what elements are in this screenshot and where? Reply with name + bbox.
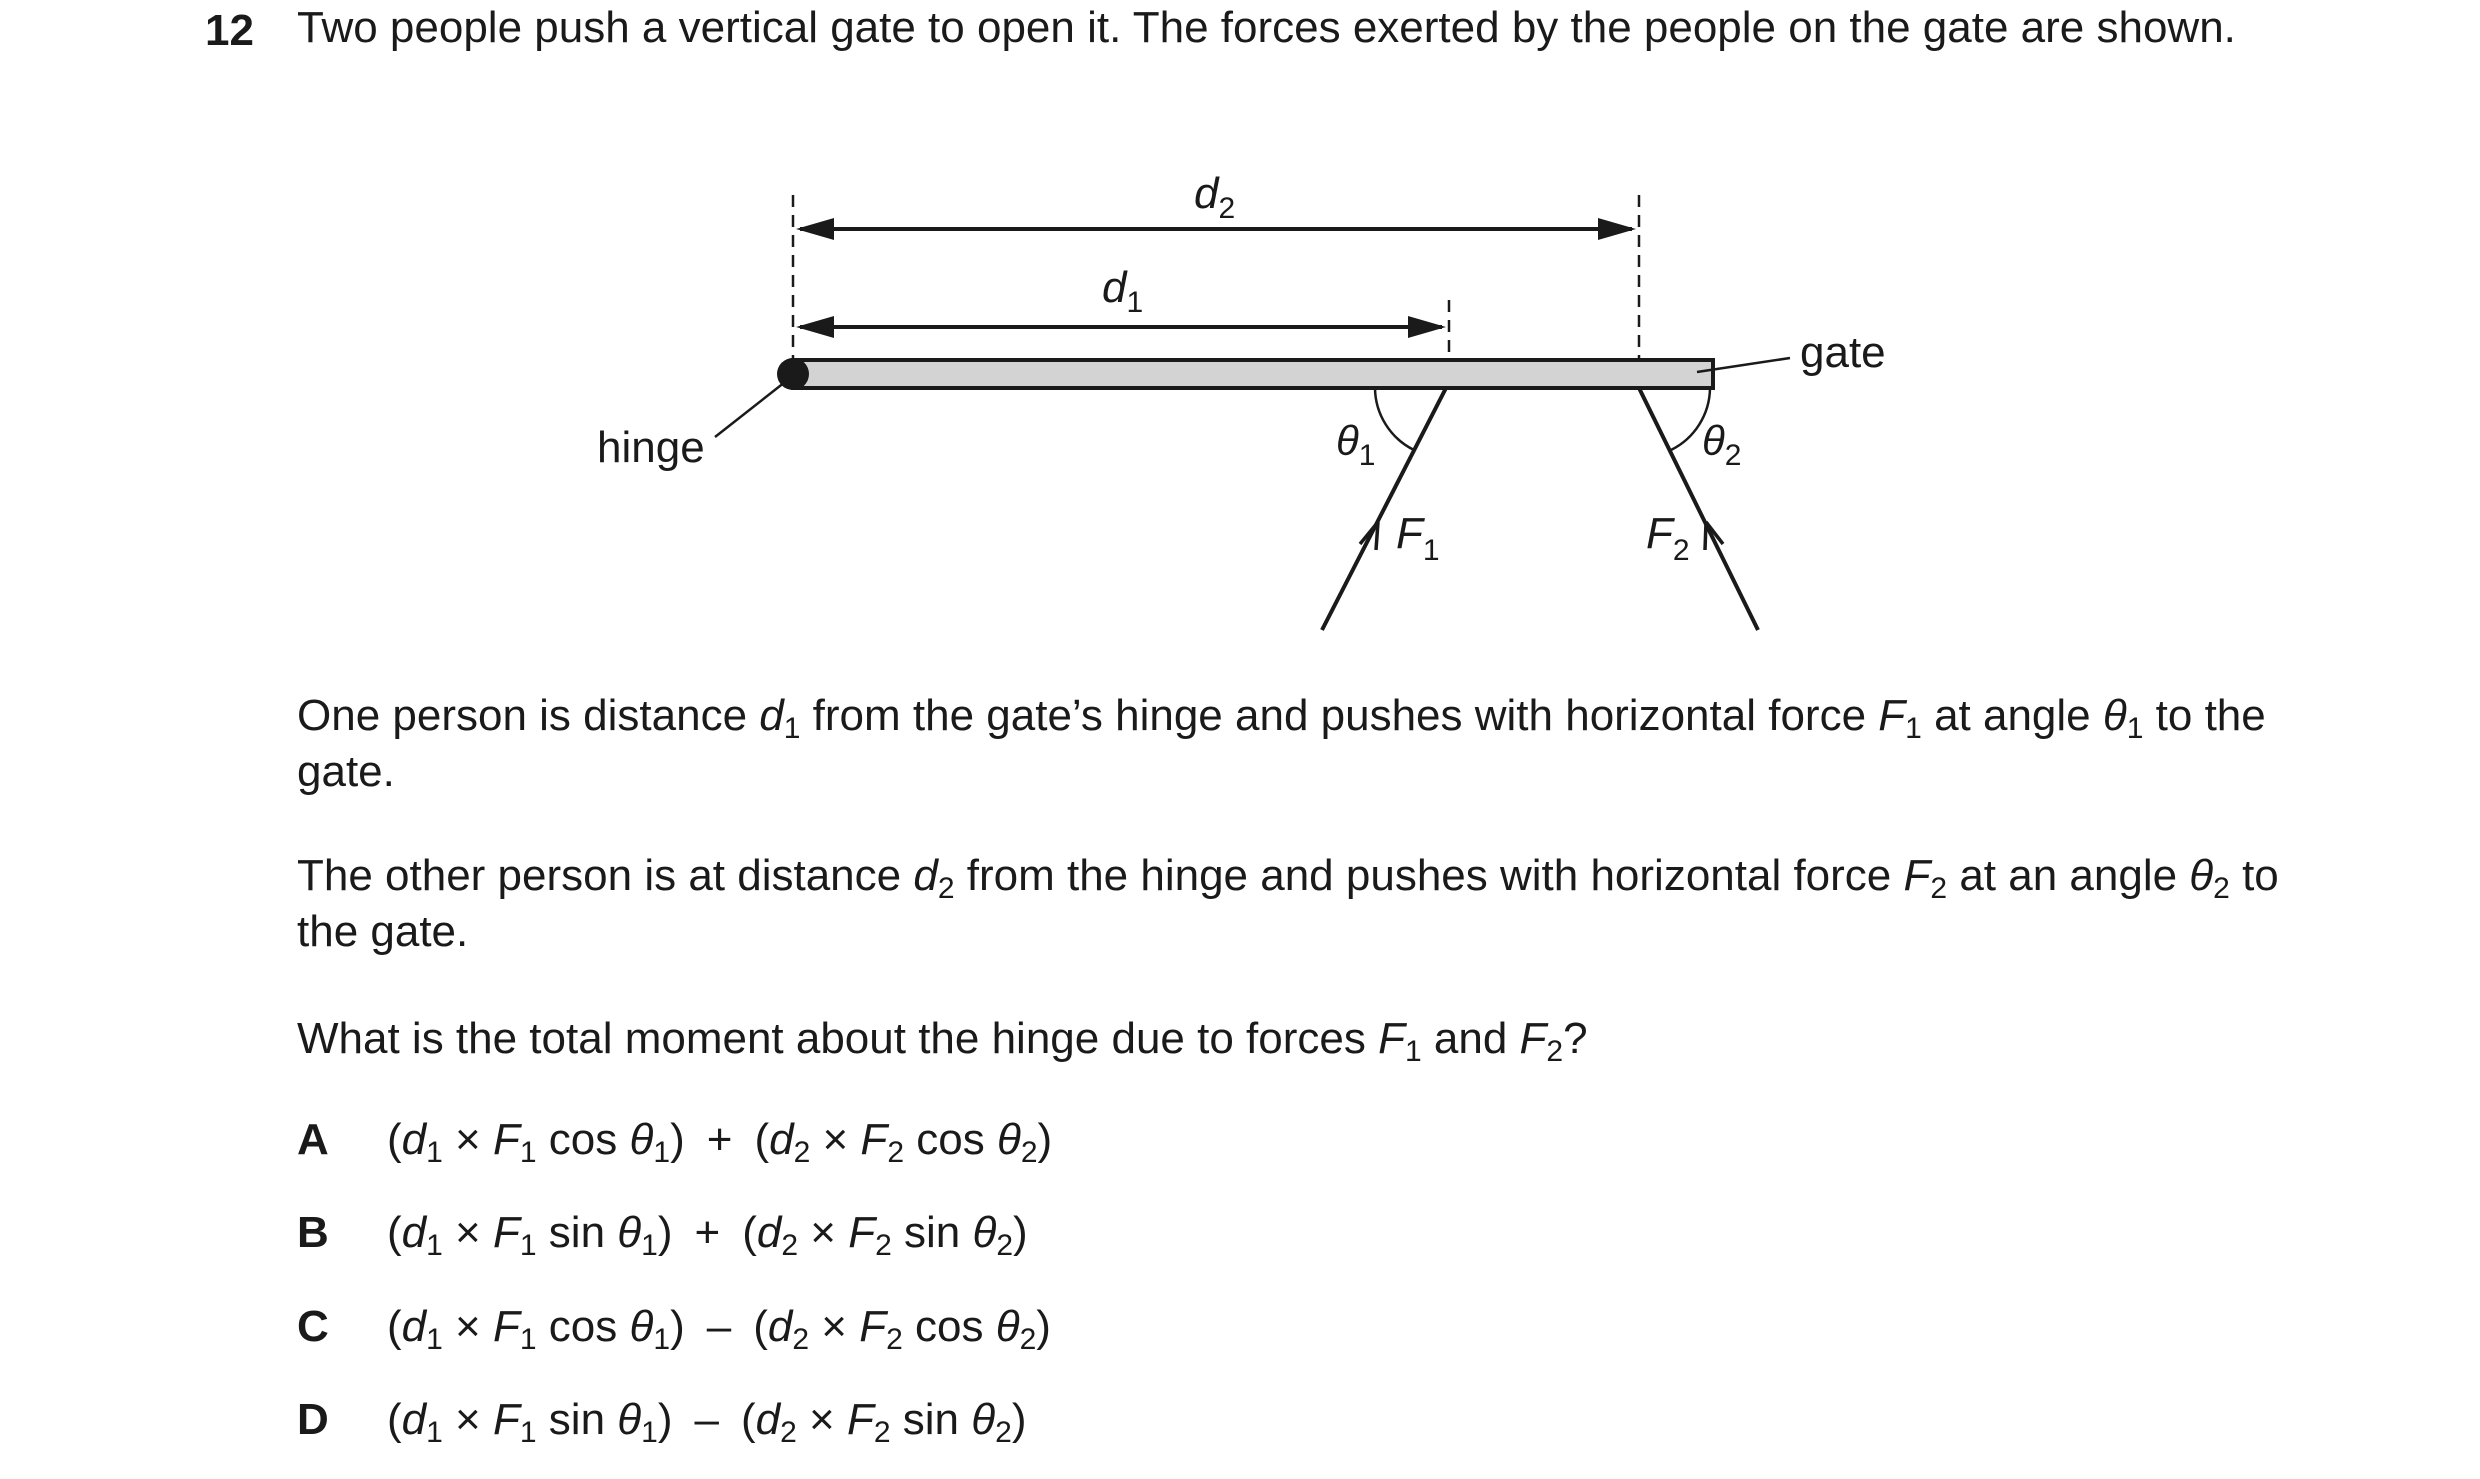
var-theta: θ — [995, 1302, 1020, 1351]
subscript: 2 — [995, 1416, 1012, 1449]
operator: + — [706, 1115, 733, 1164]
option-letter: D — [297, 1395, 329, 1444]
var-d: d — [755, 1395, 781, 1444]
subscript: 1 — [426, 1323, 443, 1356]
trig-function: sin — [548, 1395, 606, 1444]
times-sign: × — [442, 1208, 493, 1257]
theta1-label: $\theta_1$ — [1336, 417, 1376, 472]
d1-dimension-arrow — [796, 316, 1446, 338]
subscript: 1 — [653, 1136, 671, 1169]
subscript: 2 — [886, 1323, 903, 1356]
subscript: 2 — [1020, 1136, 1038, 1169]
var-d: d — [767, 1302, 793, 1351]
var-theta2: θ — [2189, 851, 2214, 900]
subscript: 2 — [792, 1323, 810, 1356]
paragraph-question — [297, 1011, 2287, 1067]
subscript: 2 — [875, 1229, 892, 1262]
subscript: 1 — [426, 1136, 443, 1169]
theta2-label: $\theta_2$ — [1702, 417, 1742, 472]
var-theta1: θ — [2102, 691, 2127, 740]
var-f: F — [492, 1302, 520, 1351]
paren: ) — [670, 1302, 685, 1351]
option-letter: A — [297, 1115, 329, 1164]
text-run: to the gate. — [297, 691, 2266, 796]
option-d[interactable] — [297, 1390, 1026, 1450]
text-run: ? — [1563, 1014, 1588, 1063]
var-d: d — [401, 1302, 427, 1351]
var-d: d — [401, 1395, 427, 1444]
paren: ( — [387, 1302, 402, 1351]
var-d: d — [756, 1208, 782, 1257]
subscript: 2 — [937, 872, 955, 905]
d1-label: $d_1$ — [1102, 263, 1144, 319]
subscript: 2 — [1019, 1323, 1037, 1356]
subscript: 2 — [1930, 872, 1948, 905]
subscript: 1 — [426, 1229, 443, 1262]
subscript: 2 — [887, 1136, 904, 1169]
var-d: d — [769, 1115, 794, 1164]
var-f: F — [848, 1208, 876, 1257]
var-f2: F — [1519, 1014, 1547, 1063]
text-run: and — [1421, 1014, 1520, 1063]
var-theta: θ — [629, 1302, 654, 1351]
times-sign: × — [810, 1115, 861, 1164]
d2-label: $d_2$ — [1194, 169, 1236, 225]
gate-diagram — [0, 0, 2480, 680]
theta1-arc — [1375, 388, 1414, 450]
var-theta: θ — [617, 1208, 642, 1257]
paren: ) — [1011, 1395, 1027, 1444]
subscript: 1 — [641, 1229, 658, 1262]
var-theta: θ — [629, 1115, 654, 1164]
trig-function: sin — [904, 1208, 961, 1257]
subscript: 1 — [519, 1323, 537, 1356]
trig-function: sin — [548, 1208, 606, 1257]
subscript: 1 — [653, 1323, 671, 1356]
text-run: to the gate. — [297, 851, 2279, 956]
operator: + — [694, 1208, 721, 1257]
subscript: 2 — [996, 1229, 1014, 1262]
var-f: F — [846, 1395, 874, 1444]
subscript: 1 — [519, 1416, 537, 1449]
var-theta: θ — [972, 1208, 997, 1257]
option-letter: C — [297, 1302, 329, 1351]
subscript: 1 — [426, 1416, 443, 1449]
subscript: 2 — [793, 1136, 811, 1169]
paren: ) — [1036, 1302, 1051, 1351]
text-run: from the gate’s hinge and pushes with horizontal force — [800, 691, 1879, 740]
text-run: at an angle — [1947, 851, 2190, 900]
gate-bar — [793, 360, 1713, 388]
subscript: 1 — [1404, 1035, 1422, 1068]
var-d2: d — [913, 851, 938, 900]
trig-function: cos — [548, 1302, 618, 1351]
var-f2: F — [1903, 851, 1931, 900]
trig-function: cos — [916, 1115, 985, 1164]
paren: ( — [387, 1208, 402, 1257]
subscript: 2 — [780, 1416, 797, 1449]
subscript: 1 — [1905, 712, 1922, 745]
text-run: at angle — [1921, 691, 2103, 740]
var-d1: d — [759, 691, 784, 740]
trig-function: cos — [548, 1115, 618, 1164]
text-run: The other person is at distance — [297, 851, 914, 900]
subscript: 1 — [783, 712, 801, 745]
paragraph-person-two — [297, 848, 2287, 960]
subscript: 1 — [2126, 712, 2144, 745]
times-sign: × — [796, 1395, 847, 1444]
question-number: 12 — [205, 6, 254, 55]
var-f1: F — [1378, 1014, 1405, 1063]
text-run: What is the total moment about the hinge due to forces — [297, 1014, 1379, 1063]
subscript: 2 — [873, 1416, 891, 1449]
paren: ( — [387, 1395, 402, 1444]
times-sign: × — [809, 1302, 860, 1351]
paren: ( — [742, 1208, 757, 1257]
operator: – — [694, 1395, 719, 1444]
times-sign: × — [442, 1395, 493, 1444]
question-text: Two people push a vertical gate to open it. The forces exerted by the people on the gate are shown. — [297, 3, 2236, 52]
f1-label: $F_1$ — [1396, 509, 1440, 567]
text-run: One person is distance — [297, 691, 760, 740]
subscript: 2 — [1546, 1035, 1564, 1068]
subscript: 1 — [641, 1416, 658, 1449]
var-f: F — [860, 1115, 888, 1164]
paren: ( — [753, 1302, 768, 1351]
d2-dimension-arrow — [796, 218, 1636, 240]
hinge-label: hinge — [597, 423, 705, 472]
trig-function: sin — [902, 1395, 960, 1444]
var-d: d — [401, 1208, 427, 1257]
subscript: 1 — [519, 1136, 537, 1169]
var-theta: θ — [971, 1395, 996, 1444]
paren: ) — [670, 1115, 685, 1164]
paragraph-person-one — [297, 688, 2287, 800]
var-f: F — [859, 1302, 887, 1351]
paren: ( — [754, 1115, 770, 1164]
paren: ) — [657, 1208, 673, 1257]
paren: ) — [1013, 1208, 1028, 1257]
trig-function: cos — [915, 1302, 984, 1351]
paren: ( — [387, 1115, 402, 1164]
var-f1: F — [1878, 691, 1906, 740]
times-sign: × — [442, 1302, 493, 1351]
hinge-leader-line — [715, 382, 785, 437]
var-f: F — [492, 1115, 520, 1164]
paren: ) — [1037, 1115, 1053, 1164]
subscript: 2 — [781, 1229, 799, 1262]
var-f: F — [492, 1208, 520, 1257]
operator: – — [706, 1302, 732, 1351]
option-c[interactable] — [297, 1297, 1051, 1357]
option-letter: B — [297, 1208, 329, 1257]
var-theta: θ — [617, 1395, 642, 1444]
times-sign: × — [798, 1208, 849, 1257]
subscript: 1 — [519, 1229, 537, 1262]
gate-label: gate — [1800, 328, 1886, 377]
var-theta: θ — [996, 1115, 1021, 1164]
var-f: F — [492, 1395, 520, 1444]
option-b[interactable] — [297, 1203, 1028, 1263]
var-d: d — [401, 1115, 427, 1164]
paren: ( — [740, 1395, 756, 1444]
option-a[interactable] — [297, 1110, 1052, 1170]
text-run: from the hinge and pushes with horizontal force — [954, 851, 1904, 900]
f2-label: $F_2$ — [1646, 509, 1690, 567]
paren: ) — [657, 1395, 673, 1444]
times-sign: × — [442, 1115, 493, 1164]
subscript: 2 — [2213, 872, 2230, 905]
